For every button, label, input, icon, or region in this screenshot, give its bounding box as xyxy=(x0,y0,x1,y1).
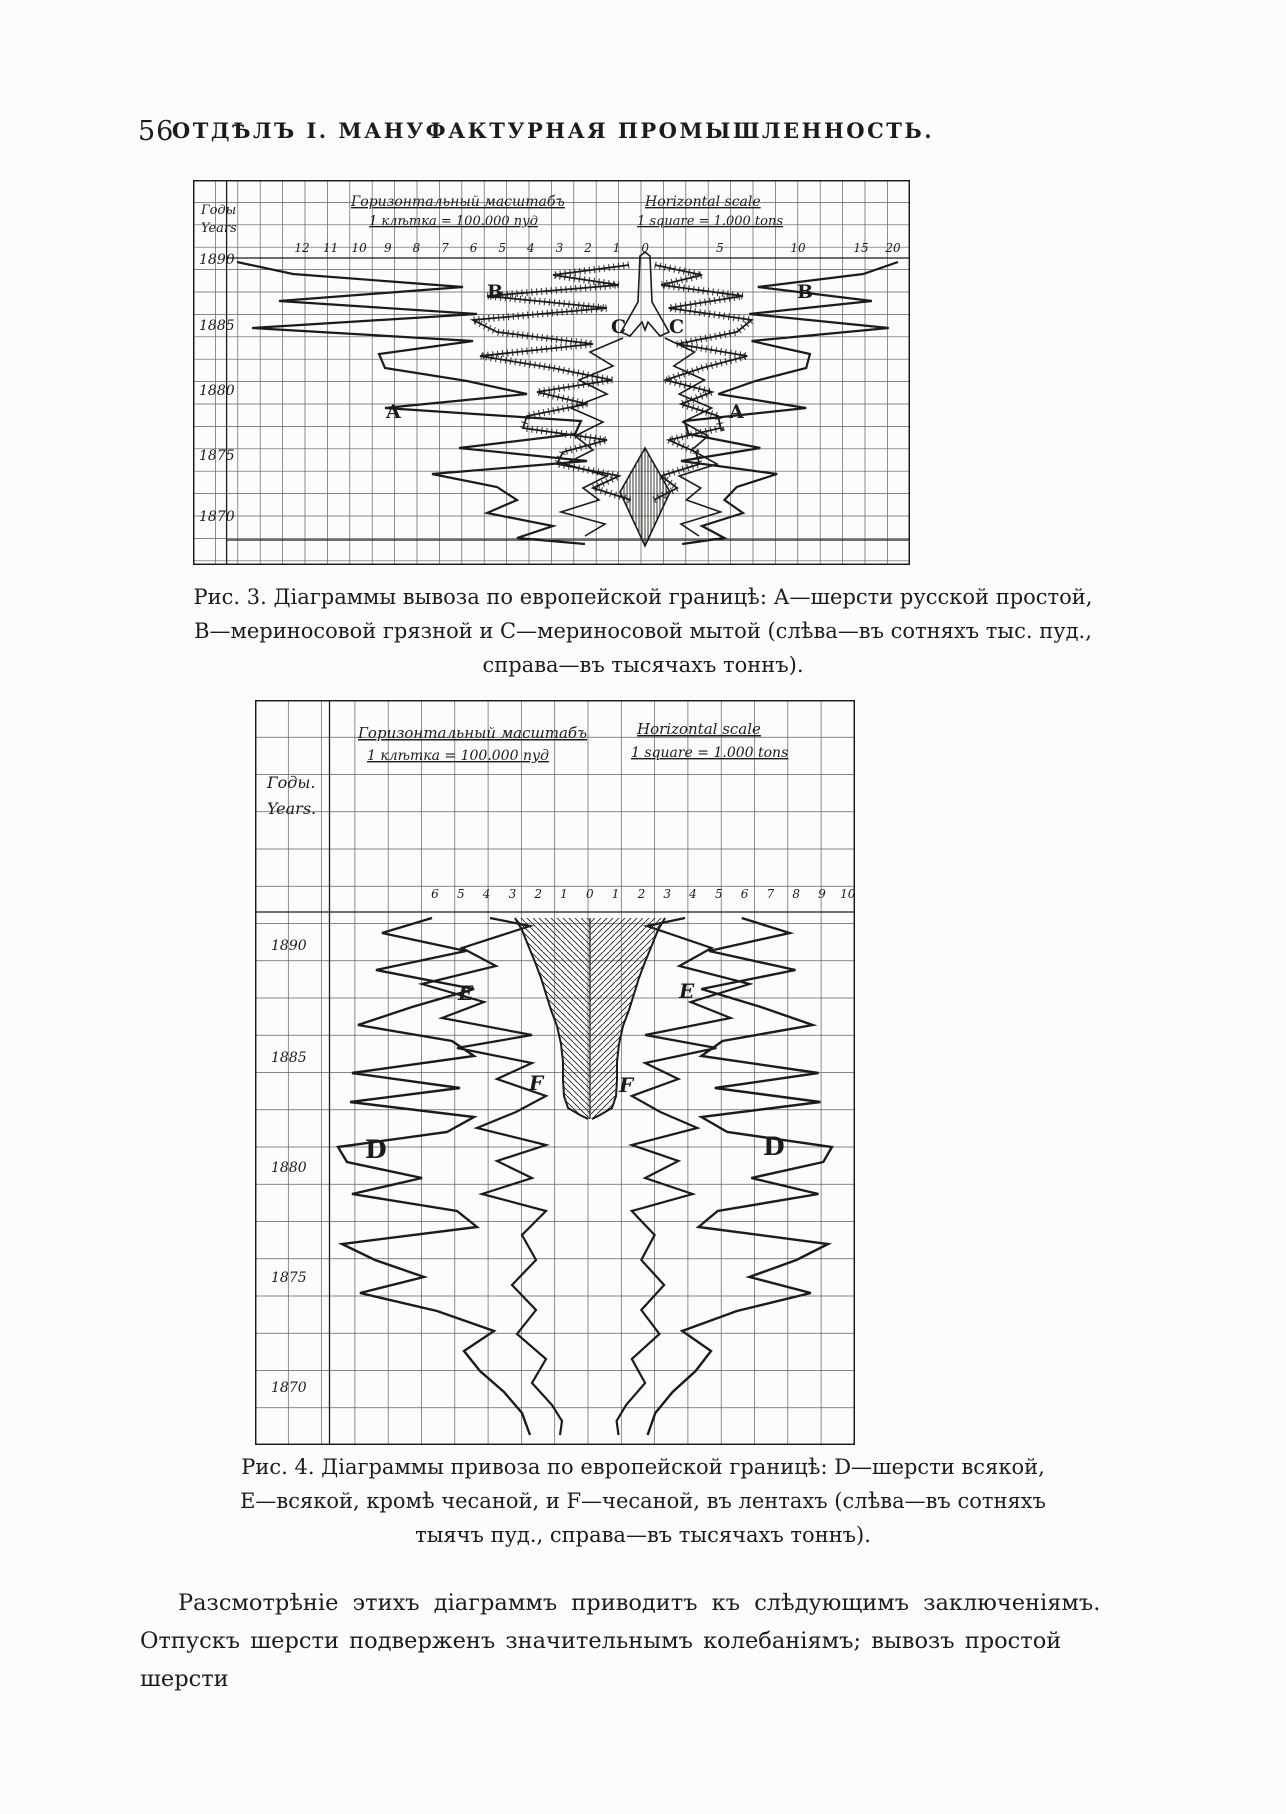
page-header: ОТДѢЛЪ I. МАНУФАКТУРНАЯ ПРОМЫШЛЕННОСТЬ. xyxy=(171,118,935,143)
curve-e-label: E xyxy=(458,981,474,1005)
grid xyxy=(193,180,910,565)
axis-tick-label: 9 xyxy=(818,887,826,901)
figure-4-diagram xyxy=(255,700,855,1445)
curve-f-label: F xyxy=(619,1073,634,1097)
curve-d-right xyxy=(648,918,832,1435)
year-label: 1875 xyxy=(199,448,235,464)
curve-d-label: D xyxy=(365,1135,387,1164)
axis-tick-label: 4 xyxy=(482,887,491,901)
curve-e-label: E xyxy=(679,979,695,1003)
year-label: 1885 xyxy=(199,318,235,334)
axis-tick-label: 3 xyxy=(555,241,564,255)
axis-tick-label: 7 xyxy=(441,241,449,255)
years-ru-label: Годы xyxy=(201,203,237,218)
axis-tick-label: 5 xyxy=(498,241,507,255)
curve-d-label: D xyxy=(763,1132,785,1161)
axis-tick-label: 7 xyxy=(766,887,775,901)
axis-tick-label: 6 xyxy=(431,887,439,901)
figure-4-caption-line3: тыячъ пуд., справа—въ тысячахъ тоннъ). xyxy=(415,1523,871,1547)
axis-tick-label: 8 xyxy=(412,241,421,255)
curve-c-label: C xyxy=(611,316,627,338)
year-label: 1870 xyxy=(271,1380,307,1396)
curve-a-left xyxy=(237,262,587,544)
curve-c-label: C xyxy=(669,316,685,338)
body-paragraph xyxy=(140,1584,1150,1698)
figure-4-chart xyxy=(255,700,855,1445)
curve-f-label: F xyxy=(529,1071,544,1095)
years-ru-label: Годы. xyxy=(267,773,316,792)
axis-tick-label: 0 xyxy=(585,887,594,901)
axis-tick-label: 10 xyxy=(351,241,367,255)
scale-en-2-label: 1 square = 1.000 tons xyxy=(637,214,784,229)
axis-tick-label: 2 xyxy=(637,887,646,901)
axis-tick-label: 8 xyxy=(792,887,801,901)
figure-3-caption-line3: справа—въ тысячахъ тоннъ). xyxy=(482,653,804,677)
scale-en-1-label: Horizontal scale xyxy=(637,720,761,738)
axis-tick-label: 6 xyxy=(469,241,478,255)
axis-tick-label: 5 xyxy=(456,887,465,901)
curve-b-label: B xyxy=(487,281,504,303)
scale-ru-2-label: 1 клѣтка = 100.000 пуд xyxy=(367,748,549,764)
axis-tick-label: 2 xyxy=(534,887,543,901)
axis-tick-label: 5 xyxy=(714,887,723,901)
figure-3-caption-line2: В—мериносовой грязной и С—мериносовой мытой (слѣва—въ сотняхъ тыс. пуд., xyxy=(194,619,1092,643)
axis-tick-label: 10 xyxy=(840,887,855,901)
year-label: 1890 xyxy=(199,252,235,268)
curve-a-label: A xyxy=(729,401,744,423)
years-en-label: Years. xyxy=(267,799,317,818)
curve-a-right xyxy=(681,262,898,544)
year-label: 1880 xyxy=(199,383,235,399)
axis-tick-label: 1 xyxy=(611,887,620,901)
axis-tick-label: 3 xyxy=(508,887,517,901)
body-line2: Отпускъ шерсти подверженъ значительнымъ колебаніямъ; вывозъ простой шерсти xyxy=(140,1628,1062,1692)
axis-tick-label: 9 xyxy=(383,241,392,255)
page-number: 56 xyxy=(138,116,175,147)
axis-tick-label: 5 xyxy=(716,241,724,255)
curve-e-left xyxy=(422,918,562,1435)
axis-tick-label: 4 xyxy=(689,887,697,901)
year-label: 1885 xyxy=(271,1050,307,1066)
grid xyxy=(255,700,855,1445)
year-label: 1875 xyxy=(271,1270,307,1286)
figure-3-caption xyxy=(0,580,1286,682)
body-line1: Разсмотрѣніе этихъ діаграммъ приводитъ къ слѣдующимъ заключеніямъ. xyxy=(178,1590,1101,1616)
figure-4-caption xyxy=(0,1450,1286,1552)
curve-b-label: B xyxy=(797,281,814,303)
scale-ru-2-label: 1 клѣтка = 100.000 пуд xyxy=(369,214,538,229)
center-diamond xyxy=(620,448,670,546)
figure-3-diagram xyxy=(193,180,910,565)
axis-tick-label: 2 xyxy=(584,241,592,255)
figure-4-caption-line2: Е—всякой, кромѣ чесаной, и F—чесаной, въ лентахъ (слѣва—въ сотняхъ xyxy=(240,1489,1046,1513)
axis-tick-label: 0 xyxy=(641,241,650,255)
figure-4-caption-line1: Рис. 4. Діаграммы привоза по европейской границѣ: D—шерсти всякой, xyxy=(241,1455,1045,1479)
axis-tick-label: 4 xyxy=(526,241,535,255)
axis-tick-label: 12 xyxy=(294,241,310,255)
axis-tick-label: 10 xyxy=(790,241,806,255)
year-label: 1890 xyxy=(271,938,307,954)
scale-ru-1-label: Горизонтальный масштабъ xyxy=(351,194,565,210)
axis-tick-label: 1 xyxy=(612,241,621,255)
scale-en-2-label: 1 square = 1.000 tons xyxy=(631,745,789,761)
year-label: 1870 xyxy=(199,509,235,525)
curve-d-left xyxy=(338,918,530,1435)
axis-tick-label: 11 xyxy=(322,241,339,255)
axis-tick-label: 6 xyxy=(740,887,749,901)
axis-tick-label: 3 xyxy=(663,887,672,901)
year-label: 1880 xyxy=(271,1160,307,1176)
curve-a-label: A xyxy=(386,401,401,423)
scale-ru-1-label: Горизонтальный масштабъ xyxy=(358,724,588,742)
axis-tick-label: 20 xyxy=(885,241,901,255)
scale-en-1-label: Horizontal scale xyxy=(645,194,761,210)
axis-tick-label: 1 xyxy=(560,887,568,901)
axis-tick-label: 15 xyxy=(853,241,869,255)
figure-3-chart xyxy=(193,180,910,565)
years-en-label: Years xyxy=(201,221,237,236)
figure-3-caption-line1: Рис. 3. Діаграммы вывоза по европейской границѣ: А—шерсти русской простой, xyxy=(193,585,1093,609)
